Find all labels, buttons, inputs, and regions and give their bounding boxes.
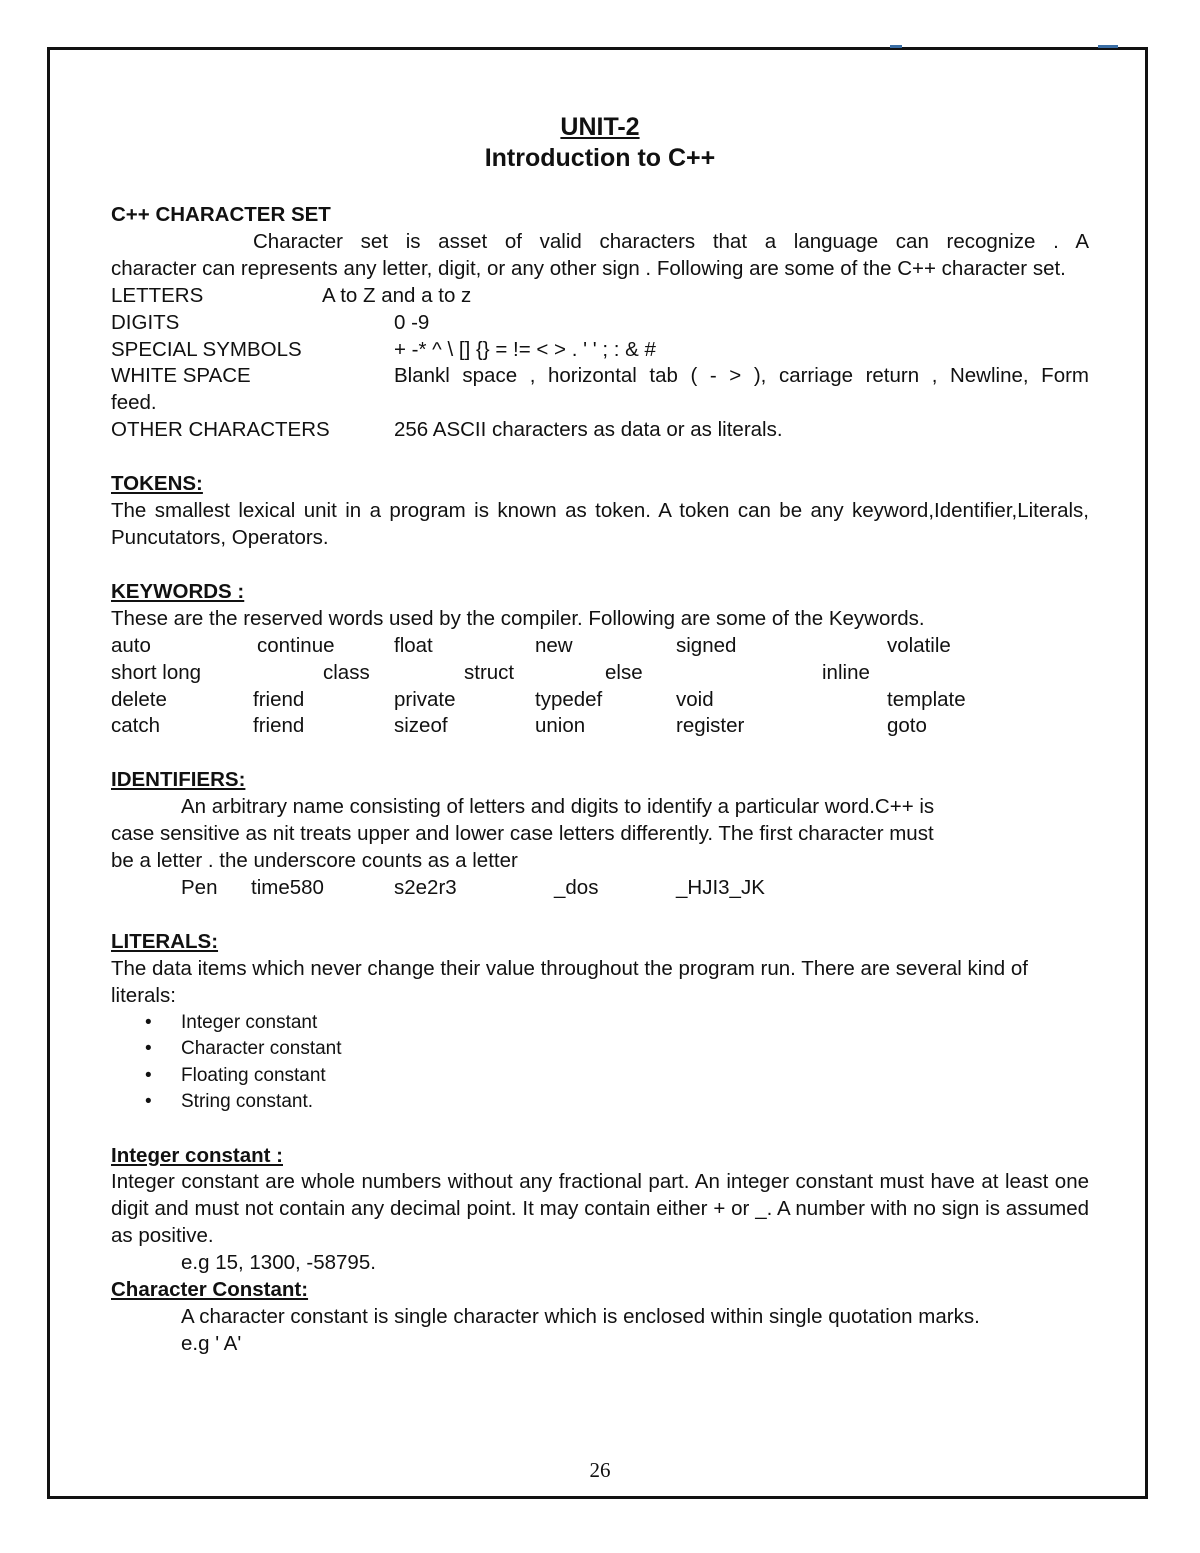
- keyword: signed: [676, 633, 737, 657]
- literals-heading: LITERALS:: [111, 929, 219, 953]
- page-content: [111, 112, 1089, 1358]
- identifiers-text: be a letter . the underscore counts as a letter: [111, 849, 518, 873]
- charset-row-letters: [111, 283, 1089, 310]
- identifier-examples: [111, 875, 1089, 902]
- identifiers-text: An arbitrary name consisting of letters and digits to identify a particular word.C++ is: [181, 795, 935, 819]
- integer-example: e.g 15, 1300, -58795.: [181, 1251, 376, 1275]
- charset-intro-rest: character can represents any letter, digit, or any other sign . Following are some of the C++ character set.: [111, 256, 1066, 280]
- keyword: else: [605, 660, 643, 684]
- list-item: • String constant.: [181, 1089, 1089, 1116]
- charset-value: 256 ASCII characters as data or as literals.: [394, 418, 783, 442]
- page-header: [111, 112, 1089, 174]
- list-item: • Floating constant: [181, 1063, 1089, 1090]
- charset-label: OTHER CHARACTERS: [111, 418, 330, 442]
- identifier-example: _dos: [554, 875, 599, 899]
- keyword: inline: [822, 660, 870, 684]
- identifiers-text: case sensitive as nit treats upper and lower case letters differently. The first character must: [111, 822, 934, 846]
- keyword: template: [887, 687, 966, 711]
- keyword: class: [323, 660, 370, 684]
- keyword: short long: [111, 660, 202, 684]
- keywords-text: These are the reserved words used by the compiler. Following are some of the Keywords.: [111, 606, 925, 630]
- keyword: friend: [253, 687, 305, 711]
- keyword: register: [676, 714, 745, 738]
- charset-label: SPECIAL SYMBOLS: [111, 337, 302, 361]
- keyword: friend: [253, 714, 305, 738]
- keyword: sizeof: [394, 714, 448, 738]
- character-example: e.g ' A': [181, 1331, 242, 1355]
- charset-whitespace-cont: feed.: [111, 391, 157, 415]
- top-mark: [1098, 45, 1118, 48]
- tokens-heading: TOKENS:: [111, 472, 203, 496]
- unit-title: UNIT-2: [560, 113, 640, 141]
- keywords-heading: KEYWORDS :: [111, 579, 245, 603]
- charset-value: 0 -9: [394, 310, 430, 334]
- keyword: new: [535, 633, 573, 657]
- page-number: 26: [589, 1458, 611, 1482]
- charset-row-symbols: [111, 337, 1089, 364]
- charset-intro-first: Character set is asset of valid characters that a language can recognize . A: [253, 229, 1089, 253]
- charset-value: Blankl space , horizontal tab ( - > ), carriage return , Newline, Form: [394, 364, 1089, 388]
- keyword: goto: [887, 714, 927, 738]
- keywords-row: [111, 687, 1089, 714]
- charset-label: DIGITS: [111, 310, 180, 334]
- charset-row-digits: [111, 310, 1089, 337]
- literals-list: [111, 1010, 1089, 1116]
- keywords-row: [111, 633, 1089, 660]
- keyword: union: [535, 714, 586, 738]
- charset-value: A to Z and a to z: [322, 283, 472, 307]
- top-mark: [890, 45, 902, 48]
- tokens-text: The smallest lexical unit in a program is known as token. A token can be any keyword,Identifier,Literals, Puncutators, Operators.: [111, 499, 1089, 549]
- literals-text: The data items which never change their value throughout the program run. There are several kind of literals:: [111, 956, 1028, 1007]
- charset-label: LETTERS: [111, 283, 204, 307]
- charset-value: + -* ^ \ [] {} = != < > . ' ' ; : & #: [394, 337, 656, 361]
- keyword: typedef: [535, 687, 603, 711]
- identifier-example: Pen: [181, 875, 218, 899]
- character-heading: Character Constant:: [111, 1278, 309, 1302]
- keyword: private: [394, 687, 456, 711]
- charset-row-other: [111, 417, 1089, 444]
- list-item: • Integer constant: [181, 1010, 1089, 1037]
- list-item: • Character constant: [181, 1036, 1089, 1063]
- keyword: float: [394, 633, 433, 657]
- integer-heading: Integer constant :: [111, 1143, 283, 1167]
- charset-label: WHITE SPACE: [111, 364, 251, 388]
- integer-text: Integer constant are whole numbers without any fractional part. An integer constant must have at least one digit and must not contain any decimal point. It may contain either + or _. A number with no sign is assumed as positive.: [111, 1170, 1089, 1248]
- keyword: void: [676, 687, 714, 711]
- identifier-example: _HJI3_JK: [676, 875, 765, 899]
- keyword: auto: [111, 633, 151, 657]
- identifier-example: time580: [251, 875, 324, 899]
- keyword: volatile: [887, 633, 951, 657]
- character-text: A character constant is single character which is enclosed within single quotation marks.: [181, 1305, 980, 1328]
- keyword: delete: [111, 687, 167, 711]
- charset-heading: C++ CHARACTER SET: [111, 203, 331, 226]
- keywords-row: [111, 713, 1089, 740]
- keyword: continue: [257, 633, 335, 657]
- keyword: catch: [111, 714, 160, 738]
- identifier-example: s2e2r3: [394, 875, 457, 899]
- page-title: Introduction to C++: [484, 144, 716, 172]
- keyword: struct: [464, 660, 515, 684]
- charset-row-whitespace: [111, 363, 1089, 390]
- keywords-row: [111, 660, 1089, 687]
- identifiers-heading: IDENTIFIERS:: [111, 768, 246, 792]
